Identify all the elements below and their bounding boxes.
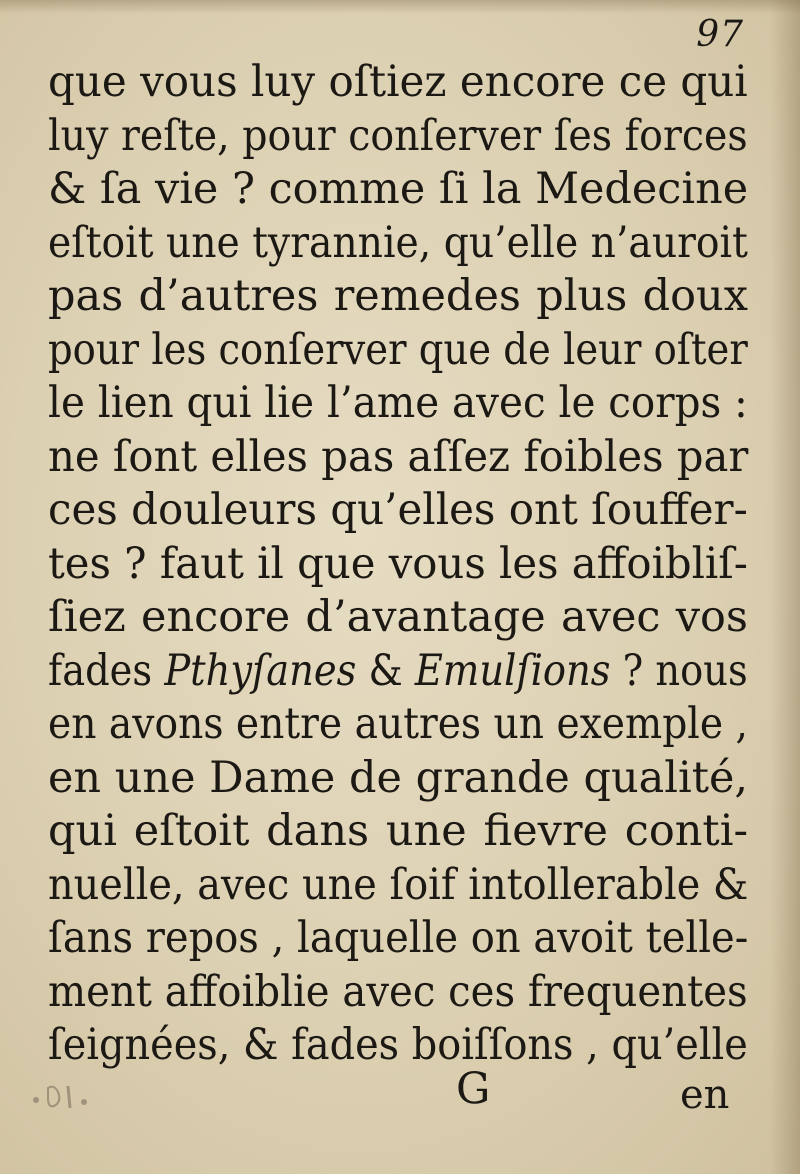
page-footer xyxy=(0,1064,800,1134)
text-line-5: pas d’autres remedes plus doux xyxy=(48,271,748,321)
ink-smudge-icon xyxy=(28,1078,98,1114)
text-line-7: le lien qui lie l’ame avec le corps : xyxy=(48,378,748,428)
text-line-15: qui eſtoit dans une fievre conti- xyxy=(48,806,748,856)
text-line-12-mid: & xyxy=(356,645,415,696)
text-line-12-pre: fades xyxy=(48,645,165,696)
text-line-19: ſeignées, & fades boiſſons , qu’elle xyxy=(48,1020,748,1070)
text-line-8: ne ſont elles pas aſſez foibles par xyxy=(48,431,749,482)
italic-term-pthysanes: Pthyſanes xyxy=(164,645,357,696)
text-line-10: tes ? faut il que vous les affoibliſ- xyxy=(48,538,748,589)
page-edge-shadow-top xyxy=(0,0,800,14)
text-line-12-post: ? nous xyxy=(610,645,748,696)
text-line-17: ſans repos , laquelle on avoit telle- xyxy=(48,913,749,963)
text-line-18: ment affoiblie avec ces frequentes xyxy=(48,966,748,1017)
page-edge-shadow-right xyxy=(770,0,800,1174)
text-line-6: pour les conſerver que de leur oſter xyxy=(48,324,748,375)
text-line-1: que vous luy oſtiez encore ce qui xyxy=(48,57,748,107)
catchword: en xyxy=(680,1072,730,1118)
text-line-4: eſtoit une tyrannie, qu’elle n’auroit xyxy=(48,217,748,268)
italic-term-emulsions: Emulſions xyxy=(414,645,611,696)
body-text xyxy=(48,56,748,1073)
text-line-16: nuelle, avec une ſoif intollerable & xyxy=(48,859,749,910)
signature-mark: G xyxy=(456,1064,491,1114)
text-line-9: ces douleurs qu’elles ont ſouffer- xyxy=(48,485,748,535)
text-line-11: ſiez encore d’avantage avec vos xyxy=(48,592,748,642)
text-line-3: & ſa vie ? comme ſi la Medecine xyxy=(48,164,749,214)
text-line-12 xyxy=(48,645,748,699)
text-line-14: en une Dame de grande qualité, xyxy=(48,752,749,803)
text-line-13: en avons entre autres un exemple , xyxy=(48,699,749,749)
page-number: 97 xyxy=(696,14,744,55)
text-line-2: luy reſte, pour conſerver ſes forces xyxy=(48,110,748,161)
